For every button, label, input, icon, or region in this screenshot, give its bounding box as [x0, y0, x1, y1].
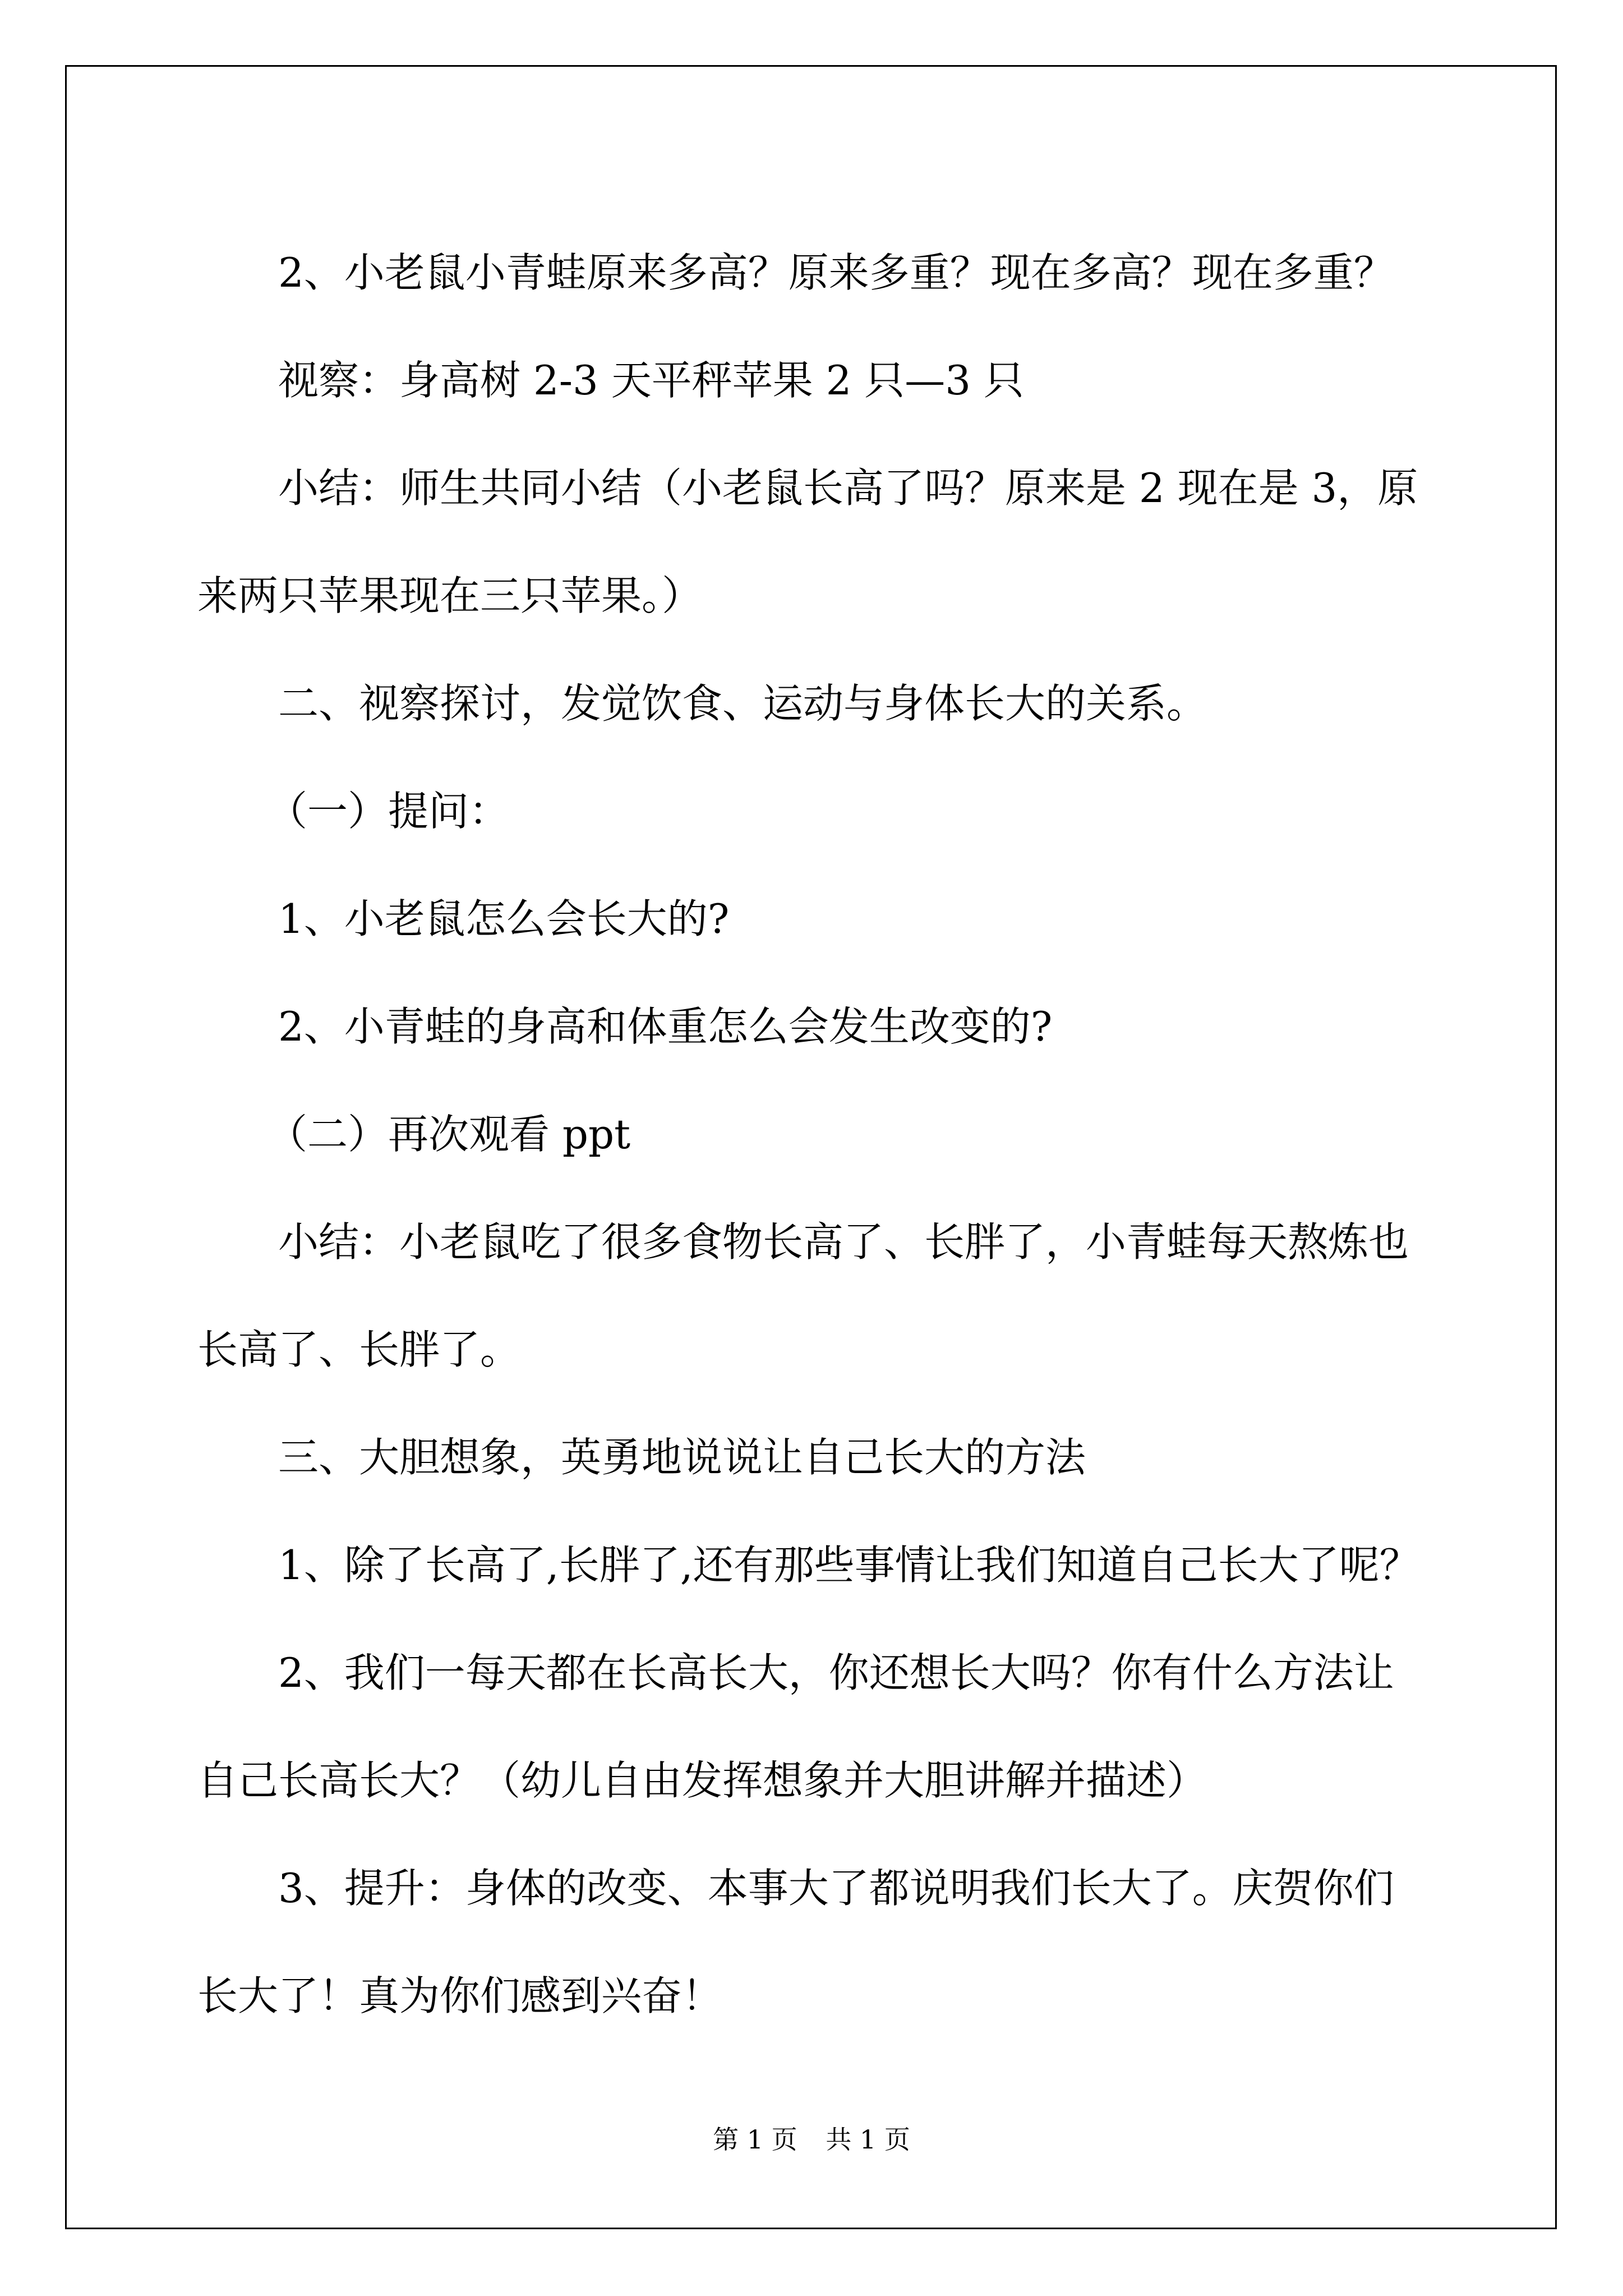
- paragraph: 1、小老鼠怎么会长大的?: [278, 895, 730, 942]
- paragraph: 2、小青蛙的身高和体重怎么会发生改变的?: [278, 1003, 1053, 1050]
- paragraph: 3、提升：身体的改变、本事大了都说明我们长大了。庆贺你们长大了！真为你们感到兴奋！: [197, 1865, 1394, 2019]
- paragraph: （一）提问：: [267, 788, 510, 835]
- paragraph: 小结：小老鼠吃了很多食物长高了、长胖了，小青蛙每天熬炼也长高了、长胖了。: [197, 1218, 1409, 1373]
- paragraph: 小结：师生共同小结（小老鼠长高了吗？原来是 2 现在是 3，原来两只苹果现在三只苹果。）: [197, 464, 1418, 619]
- paragraph: 2、我们一每天都在长高长大，你还想长大吗？你有什么方法让自己长高长大？（幼儿自由发挥想象并大胆讲解并描述）: [197, 1649, 1394, 1804]
- paragraph: 视察：身高树 2-3 天平秤苹果 2 只—3 只: [278, 357, 1024, 404]
- page-total: 共 1 页: [826, 2124, 910, 2155]
- page-number: 第 1 页: [713, 2124, 797, 2155]
- page-footer: [0, 2123, 1623, 2156]
- paragraph: 三、大胆想象，英勇地说说让自己长大的方法: [278, 1434, 1086, 1481]
- document-body: [197, 219, 1431, 2050]
- paragraph: 1、除了长高了,长胖了,还有那些事情让我们知道自己长大了呢？: [278, 1542, 1420, 1589]
- paragraph: 二、视察探讨，发觉饮食、运动与身体长大的关系。: [278, 680, 1207, 727]
- paragraph: （二）再次观看 ppt: [267, 1111, 631, 1158]
- paragraph: 2、小老鼠小青蛙原来多高？原来多重？现在多高？现在多重？: [278, 249, 1394, 296]
